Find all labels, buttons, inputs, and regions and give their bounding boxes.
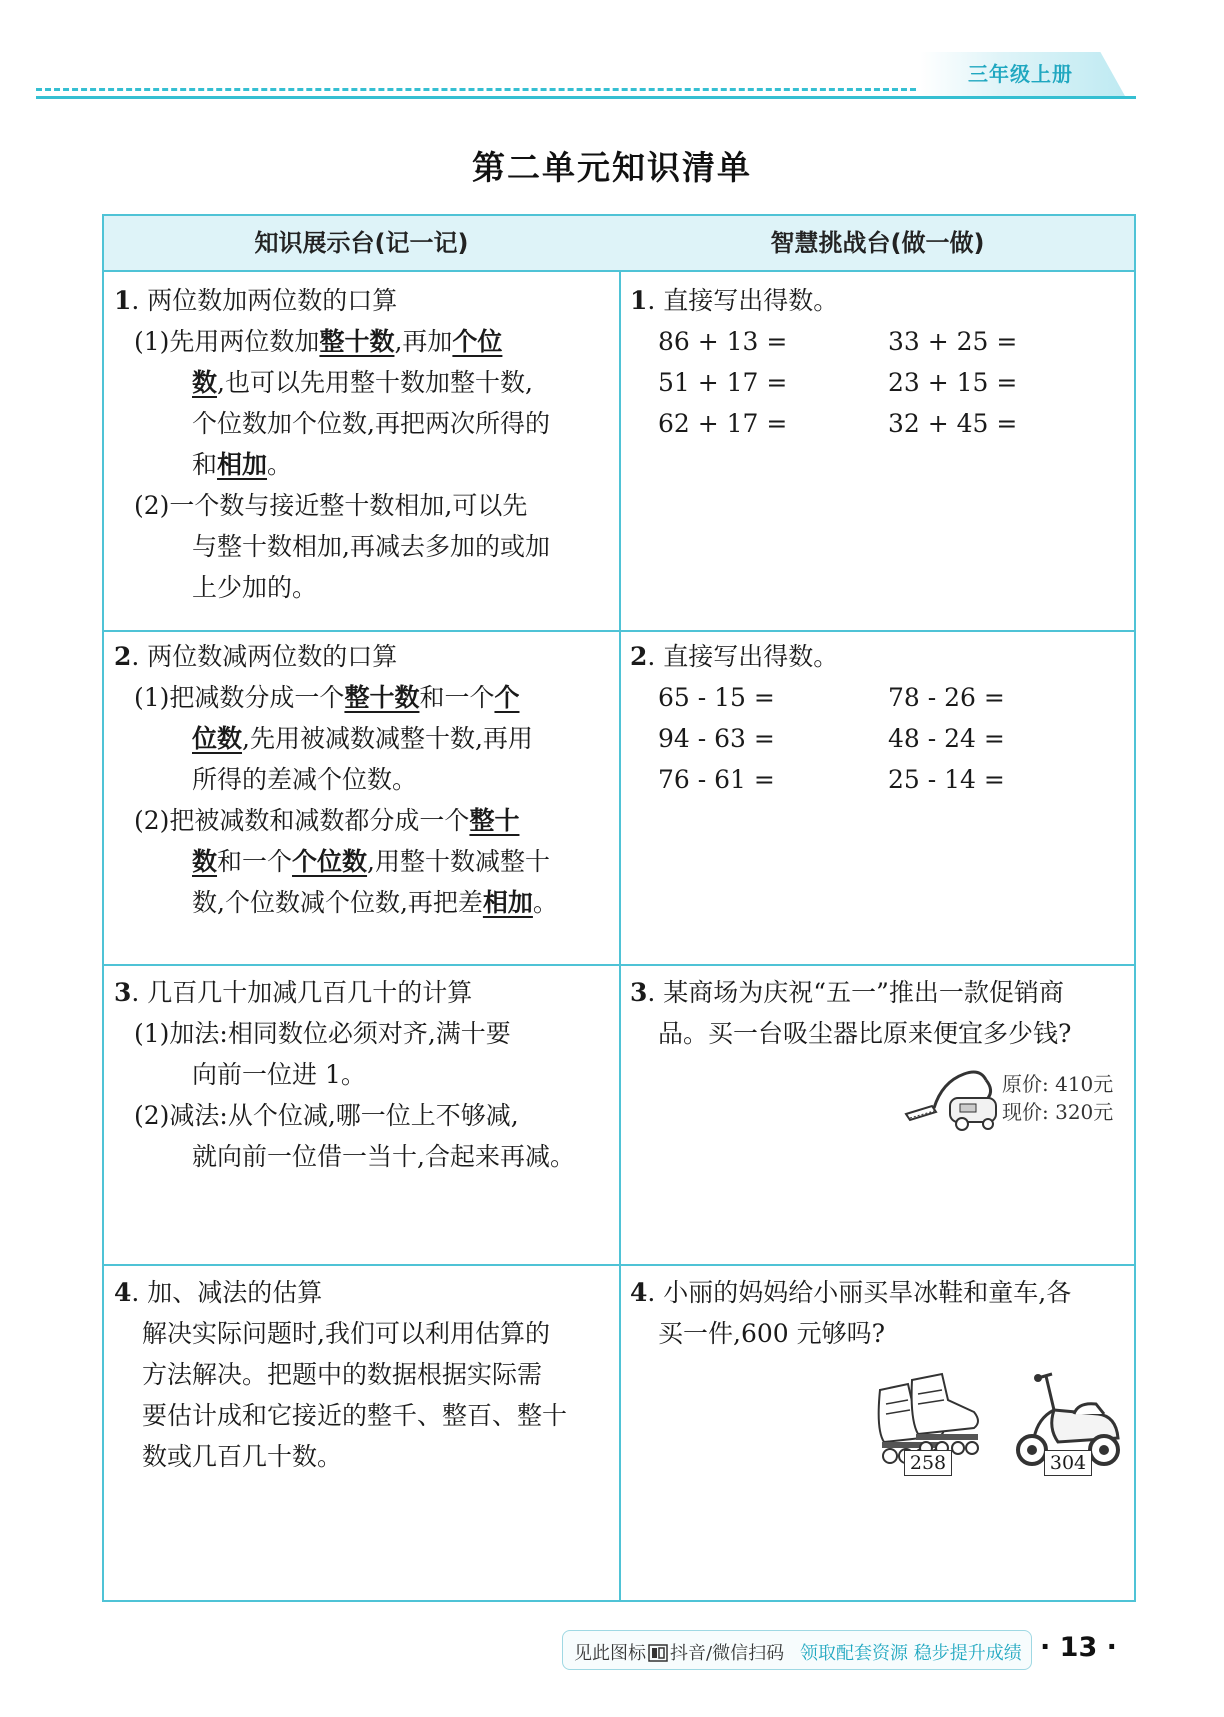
- equation: 65 - 15 =: [658, 683, 775, 712]
- equation: 33 + 25 =: [888, 327, 1018, 356]
- header-band: [0, 0, 1224, 110]
- exercise-line: 买一件,600 元够吗?: [658, 1319, 886, 1348]
- equation: 62 + 17 =: [658, 409, 788, 438]
- point-1-line-2: 数,也可以先用整十数加整十数,: [192, 368, 533, 397]
- section-title: 2. 两位数减两位数的口算: [114, 642, 398, 671]
- point-2-line-3: 上少加的。: [192, 573, 318, 602]
- keyword: 相加: [217, 450, 268, 479]
- keyword: 个: [494, 683, 520, 712]
- keyword: 数: [192, 847, 218, 876]
- point-1-line-2: 向前一位进 1。: [192, 1060, 366, 1089]
- exercise-title: 1. 直接写出得数。: [630, 286, 839, 315]
- column-divider: [619, 216, 621, 1600]
- point-2-line-3: 数,个位数减个位数,再把差相加。: [192, 888, 558, 917]
- exercise-title: 2. 直接写出得数。: [630, 642, 839, 671]
- exercise-2: [630, 636, 1130, 800]
- exercise-title: 4. 小丽的妈妈给小丽买旱冰鞋和童车,各: [630, 1278, 1072, 1307]
- paragraph-line: 解决实际问题时,我们可以利用估算的: [142, 1319, 550, 1348]
- point-2-line-1: (2)把被减数和减数都分成一个整十: [134, 806, 520, 835]
- skate-price-label: 258: [904, 1450, 952, 1476]
- equation-grid: [630, 677, 1130, 800]
- point-2-line-1: (2)一个数与接近整十数相加,可以先: [134, 491, 528, 520]
- footer-text: 见此图标 抖音/微信扫码: [574, 1643, 785, 1664]
- point-2-line-2: 数和一个个位数,用整十数减整十: [192, 847, 550, 876]
- equation: 78 - 26 =: [888, 683, 1005, 712]
- equation: 25 - 14 =: [888, 765, 1005, 794]
- equation: 48 - 24 =: [888, 724, 1005, 753]
- keyword: 相加: [482, 888, 533, 917]
- point-2-line-2: 与整十数相加,再减去多加的或加: [192, 532, 550, 561]
- equation: 23 + 15 =: [888, 368, 1018, 397]
- keyword: 整十: [469, 806, 520, 835]
- keyword: 个位数: [292, 847, 368, 876]
- section-title: 4. 加、减法的估算: [114, 1278, 323, 1307]
- grade-label: 三年级上册: [968, 62, 1073, 86]
- point-2-line-2: 就向前一位借一当十,合起来再减。: [192, 1142, 575, 1171]
- point-2-line-1: (2)减法:从个位减,哪一位上不够减,: [134, 1101, 519, 1130]
- keyword: 位数: [192, 724, 243, 753]
- point-1-line-1: (1)把减数分成一个整十数和一个个: [134, 683, 520, 712]
- original-price: 原价: 410元: [1002, 1072, 1114, 1096]
- vacuum-cleaner-icon: [902, 1062, 1002, 1132]
- equation: 32 + 45 =: [888, 409, 1018, 438]
- row-divider-1: [104, 630, 1134, 632]
- right-column-header: 智慧挑战台(做一做): [770, 229, 985, 257]
- keyword: 整十数: [344, 683, 420, 712]
- table-header-row: [104, 216, 1134, 272]
- keyword: 整十数: [319, 327, 395, 356]
- knowledge-section-4: [114, 1272, 614, 1477]
- equation: 51 + 17 =: [658, 368, 788, 397]
- price-tag: [1002, 1070, 1113, 1126]
- header-dashed-line: [36, 88, 916, 91]
- knowledge-section-3: [114, 972, 614, 1177]
- page-title: 第二单元知识清单: [472, 148, 752, 187]
- equation-grid: [630, 321, 1130, 444]
- exercise-1: [630, 280, 1130, 444]
- exercise-title: 3. 某商场为庆祝“五一”推出一款促销商: [630, 978, 1064, 1007]
- keyword: 数: [192, 368, 218, 397]
- page-number: · 13 ·: [1040, 1632, 1117, 1663]
- point-1-line-3: 个位数加个位数,再把两次所得的: [192, 409, 550, 438]
- knowledge-section-1: [114, 280, 614, 608]
- row-divider-2: [104, 964, 1134, 966]
- footer-accent-text: 领取配套资源 稳步提升成绩: [800, 1643, 1022, 1664]
- paragraph-line: 方法解决。把题中的数据根据实际需: [142, 1360, 543, 1389]
- row-divider-3: [104, 1264, 1134, 1266]
- section-title: 1. 两位数加两位数的口算: [114, 286, 398, 315]
- scooter-price-label: 304: [1044, 1450, 1092, 1476]
- point-1-line-1: (1)加法:相同数位必须对齐,满十要: [134, 1019, 511, 1048]
- equation: 76 - 61 =: [658, 765, 775, 794]
- exercise-line: 品。买一台吸尘器比原来便宜多少钱?: [658, 1019, 1072, 1048]
- paragraph-line: 要估计成和它接近的整千、整百、整十: [142, 1401, 568, 1430]
- keyword: 个位: [452, 327, 503, 356]
- section-title: 3. 几百几十加减几百几十的计算: [114, 978, 473, 1007]
- left-column-header: 知识展示台(记一记): [254, 229, 469, 257]
- equation: 94 - 63 =: [658, 724, 775, 753]
- point-1-line-2: 位数,先用被减数减整十数,再用: [192, 724, 533, 753]
- point-1-line-4: 和相加。: [192, 450, 293, 479]
- header-solid-line: [36, 96, 1136, 99]
- current-price: 现价: 320元: [1002, 1100, 1114, 1124]
- paragraph-line: 数或几百几十数。: [142, 1442, 343, 1471]
- exercise-3: [630, 972, 1130, 1054]
- equation: 86 + 13 =: [658, 327, 788, 356]
- scan-code-icon: [648, 1644, 668, 1662]
- exercise-4: [630, 1272, 1130, 1354]
- point-1-line-1: (1)先用两位数加整十数,再加个位: [134, 327, 503, 356]
- point-1-line-3: 所得的差减个位数。: [192, 765, 418, 794]
- knowledge-section-2: [114, 636, 614, 923]
